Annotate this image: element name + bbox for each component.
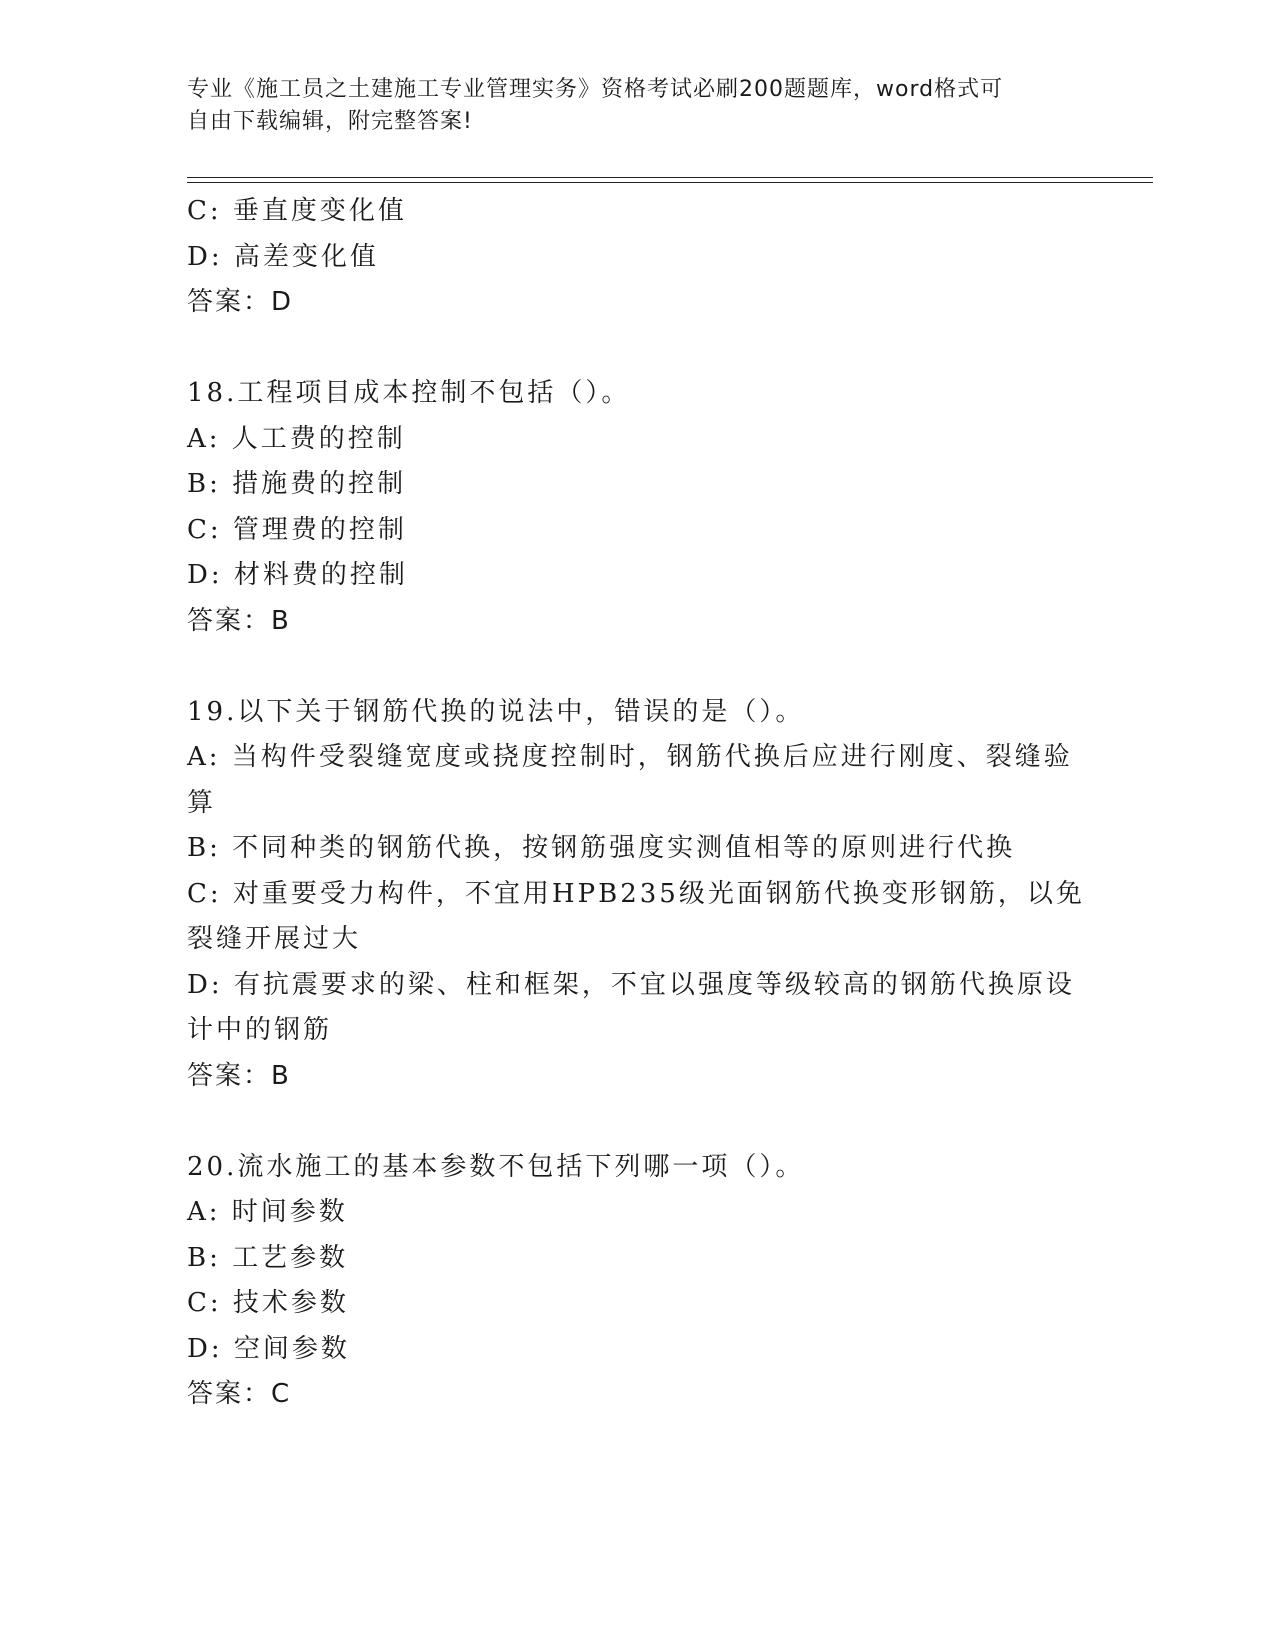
- option-a-line-1: A: 当构件受裂缝宽度或挠度控制时，钢筋代换后应进行刚度、裂缝验: [187, 742, 1073, 772]
- option-c-line-1: C: 对重要受力构件，不宜用HPB235级光面钢筋代换变形钢筋，以免: [187, 878, 1085, 909]
- question-19: [187, 690, 1087, 1100]
- option-c: C: 垂直度变化值: [187, 196, 407, 226]
- option-d: D: 材料费的控制: [187, 560, 408, 590]
- header-line-2: 自由下载编辑，附完整答案!: [187, 109, 473, 134]
- spacer: [187, 1099, 1087, 1145]
- spacer: [187, 326, 1087, 372]
- option-a-line-2: 算: [187, 787, 217, 818]
- question-18: [187, 371, 1087, 644]
- option-d: D: 空间参数: [187, 1333, 350, 1364]
- option-b: B: 工艺参数: [187, 1242, 349, 1273]
- option-b: B: 措施费的控制: [187, 469, 407, 499]
- header-line-1: 专业《施工员之土建施工专业管理实务》资格考试必刷200题题库，word格式可: [187, 77, 1004, 102]
- answer: 答案：B: [187, 1060, 291, 1091]
- option-c-line-2: 裂缝开展过大: [187, 924, 362, 954]
- question-stem: 19.以下关于钢筋代换的说法中，错误的是（）。: [187, 696, 805, 727]
- option-c: C: 技术参数: [187, 1288, 349, 1318]
- spacer: [187, 644, 1087, 690]
- option-b: B: 不同种类的钢筋代换，按钢筋强度实测值相等的原则进行代换: [187, 833, 1016, 863]
- question-stem: 18.工程项目成本控制不包括（）。: [187, 378, 631, 408]
- answer: 答案：C: [187, 1379, 292, 1409]
- question-17: [187, 189, 1087, 326]
- option-d-line-1: D: 有抗震要求的梁、柱和框架，不宜以强度等级较高的钢筋代换原设: [187, 969, 1075, 1000]
- question-stem: 20.流水施工的基本参数不包括下列哪一项（）。: [187, 1151, 805, 1182]
- answer: 答案：D: [187, 287, 294, 317]
- question-20: [187, 1145, 1087, 1418]
- option-c: C: 管理费的控制: [187, 514, 407, 545]
- header-divider-top: [187, 177, 1153, 178]
- header-divider-bottom: [187, 182, 1153, 183]
- option-a: A: 人工费的控制: [187, 423, 406, 454]
- question-list: [187, 189, 1087, 1418]
- document-header: [187, 74, 1067, 138]
- answer: 答案：B: [187, 605, 291, 636]
- option-a: A: 时间参数: [187, 1197, 348, 1227]
- option-d: D: 高差变化值: [187, 241, 379, 272]
- option-d-line-2: 计中的钢筋: [187, 1015, 333, 1045]
